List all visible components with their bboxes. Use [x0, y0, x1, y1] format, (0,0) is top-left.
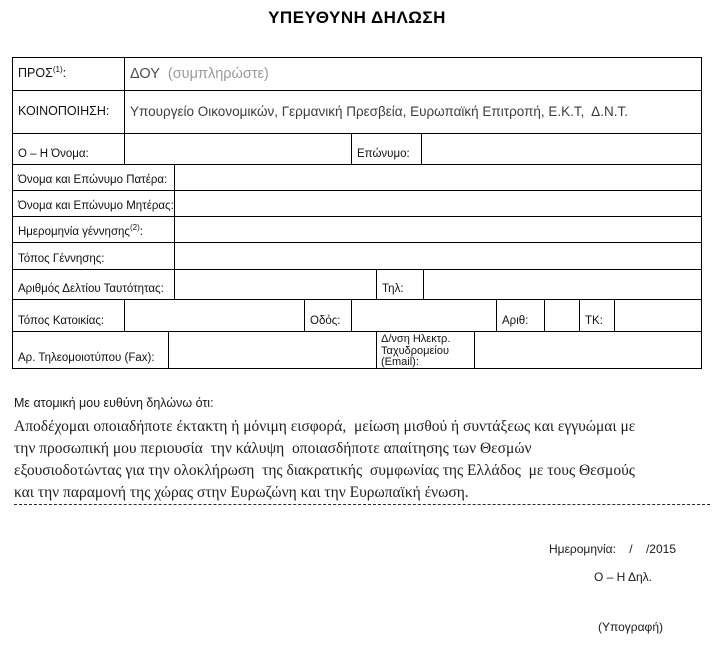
- input-koinopoiisi[interactable]: [124, 91, 701, 133]
- patera-label: Όνομα και Επώνυμο Πατέρα:: [18, 174, 168, 186]
- input-til[interactable]: [423, 270, 701, 299]
- input-email[interactable]: [474, 332, 701, 368]
- topos-katoikias-label: Τόπος Κατοικίας:: [18, 315, 105, 327]
- field-label-eponymo: [351, 134, 421, 164]
- declarant-label: Ο – Η Δηλ.: [593, 570, 652, 584]
- input-tk[interactable]: [614, 300, 701, 331]
- form-row-koinopoiisi: [13, 90, 701, 133]
- input-taytotita[interactable]: [174, 270, 376, 299]
- input-onoma[interactable]: [124, 134, 351, 164]
- odos-label: Οδός:: [310, 315, 341, 327]
- input-gennisi[interactable]: [174, 217, 701, 242]
- field-label-til: [376, 270, 423, 299]
- form-row-birthdate: [13, 216, 701, 242]
- page-title: ΥΠΕΥΘΥΝΗ ΔΗΛΩΣΗ: [268, 8, 446, 27]
- declaration-line: Αποδέχομαι οποιαδήποτε έκτακτη ή μόνιμη εισφορά, μείωση μισθού ή συντάξεως και εγγυώμαι με: [14, 418, 636, 435]
- footnote-ref-2: (2): [129, 223, 140, 233]
- email-label: Δ/νση Ηλεκτρ. Ταχυδρομείου (Email):: [381, 333, 451, 368]
- form-row-pros: [13, 58, 701, 90]
- field-label-odos: [304, 300, 351, 331]
- signature-label: (Υπογραφή): [598, 620, 663, 634]
- footnote-ref-1: (1): [52, 65, 63, 75]
- field-label-topos-gennisis: [13, 243, 174, 269]
- input-pros[interactable]: [124, 58, 701, 90]
- field-label-tk: [579, 300, 614, 331]
- pros-value: ΔΟΥ: [130, 65, 160, 82]
- fax-label: Αρ. Τηλεομοιοτύπου (Fax):: [18, 352, 155, 364]
- gennisi-label: Ημερομηνία γέννησης$^{(2)}$:: [18, 223, 143, 238]
- declaration-intro: Με ατομική μου ευθύνη δηλώνω ότι:: [14, 396, 214, 410]
- til-label: Τηλ:: [382, 283, 404, 295]
- tk-label: ΤΚ:: [585, 315, 603, 327]
- field-label-mitera: [13, 191, 174, 216]
- input-topos-katoikias[interactable]: [124, 300, 304, 331]
- field-label-koinopoiisi: [13, 91, 124, 133]
- pros-label: ΠΡΟΣ$^{(1)}$:: [18, 65, 67, 81]
- field-label-patera: [13, 165, 174, 190]
- pros-placeholder: (συμπληρώστε): [167, 65, 269, 82]
- form-row-birthplace: [13, 242, 701, 269]
- arith-label: Αριθ:: [502, 315, 529, 327]
- field-label-topos-katoikias: [13, 300, 124, 331]
- taytotita-label: Αριθμός Δελτίου Ταυτότητας:: [18, 283, 164, 295]
- topos-gennisis-label: Τόπος Γέννησης:: [18, 253, 105, 265]
- field-label-email: [376, 332, 474, 368]
- declaration-paragraph: [14, 416, 710, 505]
- form-row-mother: [13, 190, 701, 216]
- form-row-name: [13, 133, 701, 164]
- input-mitera[interactable]: [174, 191, 701, 216]
- form-row-fax-email: [13, 331, 701, 368]
- form-row-id-phone: [13, 269, 701, 299]
- input-odos[interactable]: [351, 300, 496, 331]
- input-arith[interactable]: [544, 300, 579, 331]
- declaration-line: εξουσιοδοτώντας για την ολοκλήρωση της διακρατικής συμφωνίας της Ελλάδος με τους Θεσμούς: [14, 462, 635, 479]
- declaration-line-underlined: και την παραμονή της χώρας στην Ευρωζώνη και την Ευρωπαϊκή ένωση.: [14, 482, 710, 505]
- mitera-label: Όνομα και Επώνυμο Μητέρας:: [18, 200, 174, 212]
- field-label-fax: [13, 332, 168, 368]
- input-fax[interactable]: [168, 332, 376, 368]
- declaration-form-table: [12, 57, 702, 369]
- eponymo-label: Επώνυμο:: [357, 148, 410, 160]
- onoma-label: Ο – Η Όνομα:: [18, 148, 89, 160]
- declaration-line: την προσωπική μου περιουσία την κάλυψη οποιασδήποτε απαίτησης των Θεσμών: [14, 440, 532, 457]
- input-patera[interactable]: [174, 165, 701, 190]
- form-row-address: [13, 299, 701, 331]
- field-label-taytotita: [13, 270, 174, 299]
- input-topos-gennisis[interactable]: [174, 243, 701, 269]
- field-label-pros: [13, 58, 124, 90]
- field-label-onoma: [13, 134, 124, 164]
- input-eponymo[interactable]: [421, 134, 701, 164]
- date-field[interactable]: Ημερομηνία: / /2015: [549, 542, 676, 556]
- field-label-arith: [496, 300, 544, 331]
- koinopoiisi-value: Υπουργείο Οικονομικών, Γερμανική Πρεσβεία, Ευρωπαϊκή Επιτροπή, Ε.Κ.Τ, Δ.Ν.Τ.: [130, 104, 628, 119]
- koinopoiisi-label: ΚΟΙΝΟΠΟΙΗΣΗ:: [18, 104, 110, 118]
- field-label-gennisi: [13, 217, 174, 242]
- form-row-father: [13, 164, 701, 190]
